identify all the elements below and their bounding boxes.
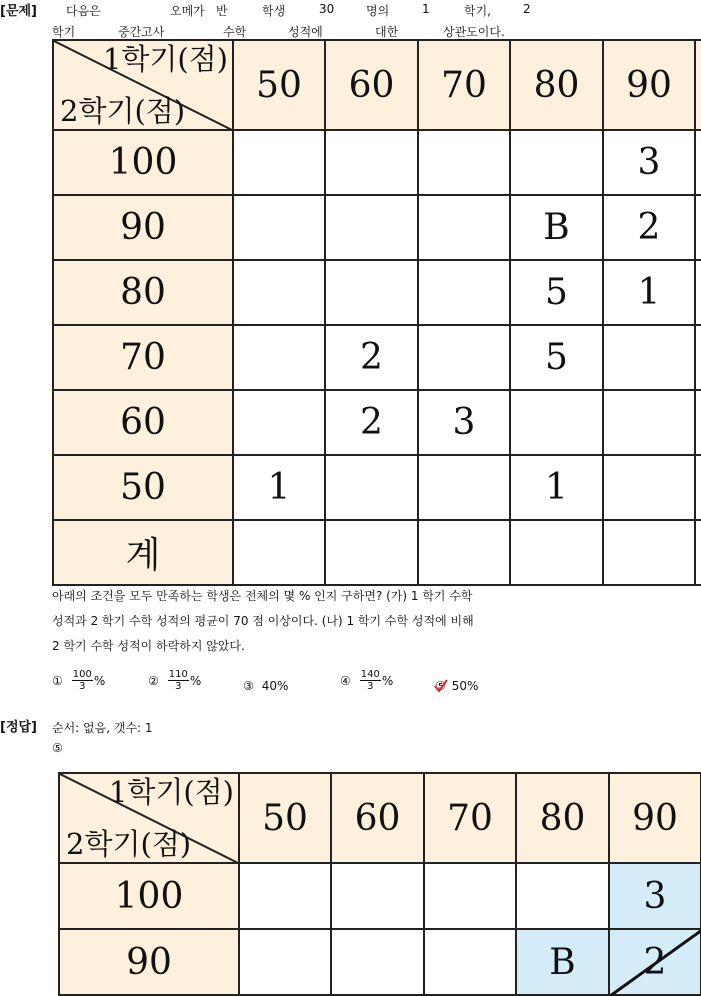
table-cell	[603, 520, 695, 585]
table-cell: B	[510, 195, 603, 260]
answer-table	[58, 772, 701, 996]
answer-cell	[424, 863, 516, 929]
table-cell	[418, 325, 510, 390]
table-row	[53, 130, 701, 195]
table-cell	[233, 260, 325, 325]
corner-bottom-label: 2학기(점)	[60, 94, 186, 128]
table-cell: 3	[418, 390, 510, 455]
check-mark-icon	[434, 679, 448, 693]
question-line-2: 성적과 2 학기 수학 성적의 평균이 70 점 이상이다. (나) 1 학기 수학 성적에 비해	[52, 614, 474, 628]
answer-value: ⑤	[52, 741, 63, 755]
answer-tag: [정답]	[0, 720, 37, 735]
table-cell	[603, 455, 695, 520]
answer-cell	[239, 929, 331, 995]
question-line-1: 아래의 조건을 모두 만족하는 학생은 전체의 몇 % 인지 구하면? (가) 1 학기 수학	[52, 589, 473, 603]
table-cell	[233, 325, 325, 390]
answer-cell-split	[609, 929, 701, 995]
table-cell-cut	[695, 130, 701, 195]
corner-top-label: 1학기(점)	[102, 42, 228, 76]
table-cell: 5	[510, 260, 603, 325]
table-cell	[510, 390, 603, 455]
table-row	[53, 195, 701, 260]
answer-corner-header	[59, 773, 239, 863]
column-header-cut	[695, 40, 701, 130]
table-cell	[233, 130, 325, 195]
answer-cell	[331, 929, 424, 995]
row-header: 70	[53, 325, 233, 390]
answer-row-header: 100	[59, 863, 239, 929]
answer-table-row	[59, 863, 701, 929]
answer-column-header: 80	[516, 773, 609, 863]
option-2[interactable]	[148, 669, 201, 692]
option-4-fraction: $\frac{140}{3}$	[360, 669, 380, 692]
answer-cell	[331, 863, 424, 929]
option-5-mark-wrap	[435, 679, 446, 693]
table-cell	[510, 130, 603, 195]
table-row	[53, 455, 701, 520]
option-5[interactable]	[435, 679, 478, 693]
answer-column-header: 60	[331, 773, 424, 863]
table-cell: 1	[233, 455, 325, 520]
table-row	[53, 390, 701, 455]
table-cell	[418, 130, 510, 195]
table-cell	[603, 390, 695, 455]
answer-row-header: 90	[59, 929, 239, 995]
option-3-mark: ③	[243, 679, 254, 693]
row-header: 90	[53, 195, 233, 260]
table-cell: 2	[603, 195, 695, 260]
table-cell-cut	[695, 455, 701, 520]
option-5-mark: ⑤	[435, 679, 446, 693]
option-3-text: 40%	[261, 679, 289, 693]
answer-corner-top-label: 1학기(점)	[108, 775, 234, 809]
table-row	[53, 325, 701, 390]
table-row	[53, 260, 701, 325]
table-cell	[418, 195, 510, 260]
table-cell: 2	[325, 390, 418, 455]
table-cell: 1	[603, 260, 695, 325]
answer-cell	[516, 863, 609, 929]
answer-column-header: 90	[609, 773, 701, 863]
table-cell-cut	[695, 325, 701, 390]
table-cell-cut	[695, 195, 701, 260]
table-cell	[325, 130, 418, 195]
answer-cell-split-value: 2	[643, 941, 667, 983]
option-1-fraction: $\frac{100}{3}$	[72, 669, 92, 692]
row-header: 50	[53, 455, 233, 520]
answer-cell	[239, 863, 331, 929]
table-cell	[233, 520, 325, 585]
table-cell	[603, 325, 695, 390]
table-cell	[510, 520, 603, 585]
row-header-total: 계	[53, 520, 233, 585]
problem-tag: [문제]	[0, 4, 37, 19]
table-cell: 5	[510, 325, 603, 390]
option-4[interactable]	[340, 669, 393, 692]
table-cell: 3	[603, 130, 695, 195]
table-row-total	[53, 520, 701, 585]
option-1[interactable]	[52, 669, 105, 692]
answer-cell-highlighted: B	[516, 929, 609, 995]
question-line-3: 2 학기 수학 성적이 하락하지 않았다.	[52, 639, 245, 653]
table-cell	[418, 455, 510, 520]
option-1-suffix: %	[93, 673, 106, 688]
answer-cell	[424, 929, 516, 995]
table-cell	[325, 195, 418, 260]
table-cell	[233, 195, 325, 260]
option-2-mark: ②	[148, 673, 159, 688]
table-cell	[418, 520, 510, 585]
answer-table-row	[59, 929, 701, 995]
row-header: 80	[53, 260, 233, 325]
column-header: 60	[325, 40, 418, 130]
answer-column-header: 50	[239, 773, 331, 863]
row-header: 60	[53, 390, 233, 455]
option-3[interactable]	[243, 679, 288, 693]
table-cell	[325, 260, 418, 325]
table-cell	[325, 455, 418, 520]
column-header: 80	[510, 40, 603, 130]
column-header: 90	[603, 40, 695, 130]
table-cell	[325, 520, 418, 585]
table-cell	[418, 260, 510, 325]
option-1-mark: ①	[52, 673, 63, 688]
table-cell: 2	[325, 325, 418, 390]
table-cell: 1	[510, 455, 603, 520]
answer-corner-bottom-label: 2학기(점)	[66, 827, 192, 861]
corner-header	[53, 40, 233, 130]
column-header: 70	[418, 40, 510, 130]
option-5-text: 50%	[451, 679, 479, 693]
option-4-suffix: %	[381, 673, 394, 688]
column-header: 50	[233, 40, 325, 130]
answer-info: 순서: 없음, 갯수: 1	[52, 721, 153, 735]
table-cell	[233, 390, 325, 455]
correlation-table	[52, 39, 701, 586]
option-2-suffix: %	[189, 673, 202, 688]
table-cell-cut	[695, 260, 701, 325]
table-cell-cut	[695, 390, 701, 455]
option-4-mark: ④	[340, 673, 351, 688]
row-header: 100	[53, 130, 233, 195]
answer-column-header: 70	[424, 773, 516, 863]
table-cell-cut	[695, 520, 701, 585]
option-2-fraction: $\frac{110}{3}$	[168, 669, 188, 692]
answer-cell-highlighted: 3	[609, 863, 701, 929]
